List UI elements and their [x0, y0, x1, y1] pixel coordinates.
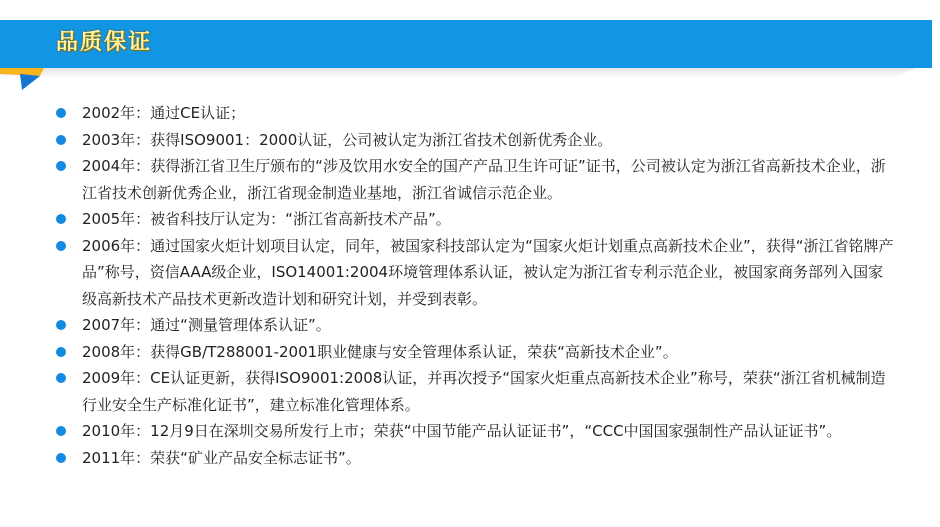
list-item-text: 2002年：通过CE认证； [82, 104, 246, 122]
list-item [56, 418, 896, 445]
certification-list [56, 100, 896, 471]
list-item [56, 127, 896, 154]
bullet-icon [56, 426, 66, 436]
list-item-text: 2004年：获得浙江省卫生厅颁布的“涉及饮用水安全的国产产品卫生许可证”证书，公司被认定为浙江省高新技术企业，浙江省技术创新优秀企业，浙江省现金制造业基地，浙江省诚信示范企业。 [82, 157, 886, 202]
bullet-icon [56, 135, 66, 145]
bullet-icon [56, 241, 66, 251]
page-title: 品质保证 [56, 30, 153, 55]
list-item [56, 365, 896, 418]
list-item-text: 2011年：荣获“矿业产品安全标志证书”。 [82, 448, 361, 467]
list-item [56, 339, 896, 366]
list-item [56, 206, 896, 233]
list-item-text: 2009年：CE认证更新，获得ISO9001:2008认证，并再次授予“国家火炬重点高新技术企业”称号，荣获“浙江省机械制造行业安全生产标准化证书”，建立标准化管理体系。 [82, 369, 886, 414]
bullet-icon [56, 320, 66, 330]
list-item [56, 100, 896, 127]
bullet-icon [56, 453, 66, 463]
list-item-text: 2005年：被省科技厅认定为：“浙江省高新技术产品”。 [82, 210, 451, 228]
list-item-text: 2006年：通过国家火炬计划项目认定，同年，被国家科技部认定为“国家火炬计划重点高新技术企业”，获得“浙江省铭牌产品”称号，资信AAA级企业，ISO14001:2004环境管理体系认证，被认定为浙江省专利示范企业，被国家商务部列入国家级高新技术产品技术更新改造计划和研究计划，并受到表彰。 [82, 236, 894, 308]
ribbon-fold-icon [0, 68, 44, 92]
list-item-text: 2008年：获得GB/T288001-2001职业健康与安全管理体系认证，荣获“高新技术企业”。 [82, 342, 678, 361]
bullet-icon [56, 373, 66, 383]
bullet-icon [56, 108, 66, 118]
bullet-icon [56, 347, 66, 357]
list-item [56, 233, 896, 313]
list-item [56, 312, 896, 339]
list-item-text: 2010年：12月9日在深圳交易所发行上市；荣获“中国节能产品认证证书”，“CCC中国国家强制性产品认证证书”。 [82, 422, 842, 440]
list-item [56, 153, 896, 206]
bullet-icon [56, 161, 66, 171]
list-item-text: 2003年：获得ISO9001：2000认证，公司被认定为浙江省技术创新优秀企业。 [82, 130, 613, 149]
list-item-text: 2007年：通过“测量管理体系认证”。 [82, 316, 331, 334]
bullet-icon [56, 214, 66, 224]
list-item [56, 445, 896, 472]
